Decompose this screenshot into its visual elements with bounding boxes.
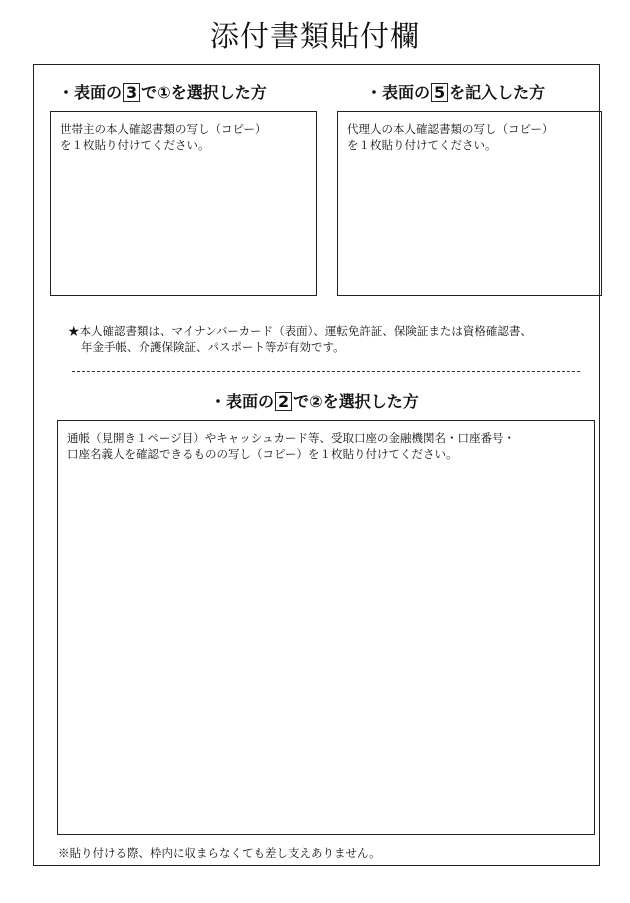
box-instruction-line: を１枚貼り付けてください。 — [347, 138, 497, 152]
heading-suffix: で①を選択した方 — [141, 83, 267, 102]
bank-account-paste-area — [57, 420, 595, 835]
note-line: ★本人確認書類は、マイナンバーカード（表面）、運転免許証、保険証または資格確認書、 — [68, 324, 532, 338]
heading-prefix: ・表面の — [210, 392, 275, 411]
box-instruction-line: を１枚貼り付けてください。 — [60, 138, 210, 152]
item-number-box: 2 — [275, 392, 292, 411]
right-section-heading — [366, 80, 545, 103]
heading-suffix: で②を選択した方 — [293, 392, 419, 411]
box-instruction-line: 代理人の本人確認書類の写し（コピー） — [347, 122, 554, 136]
householder-id-paste-area — [50, 111, 317, 296]
item-number-box: 5 — [431, 83, 448, 102]
dash-divider — [72, 371, 580, 372]
box-instruction-line: 通帳（見開き１ページ目）やキャッシュカード等、受取口座の金融機関名・口座番号・ — [67, 431, 516, 445]
item-number-box: 3 — [123, 83, 140, 102]
note-line: 年金手帳、介護保険証、パスポート等が有効です。 — [81, 340, 345, 354]
box-instruction-line: 世帯主の本人確認書類の写し（コピー） — [60, 122, 267, 136]
bottom-section-heading — [210, 389, 419, 412]
id-document-note — [68, 323, 532, 355]
heading-prefix: ・表面の — [58, 83, 123, 102]
paste-footnote: ※貼り付ける際、枠内に収まらなくても差し支えありません。 — [58, 846, 381, 860]
box-instruction-line: 口座名義人を確認できるものの写し（コピー）を１枚貼り付けてください。 — [67, 447, 458, 461]
agent-id-paste-area — [337, 111, 602, 296]
heading-suffix: を記入した方 — [449, 83, 546, 102]
left-section-heading — [58, 80, 267, 103]
heading-prefix: ・表面の — [366, 83, 431, 102]
page-title: 添付書類貼付欄 — [209, 19, 420, 53]
